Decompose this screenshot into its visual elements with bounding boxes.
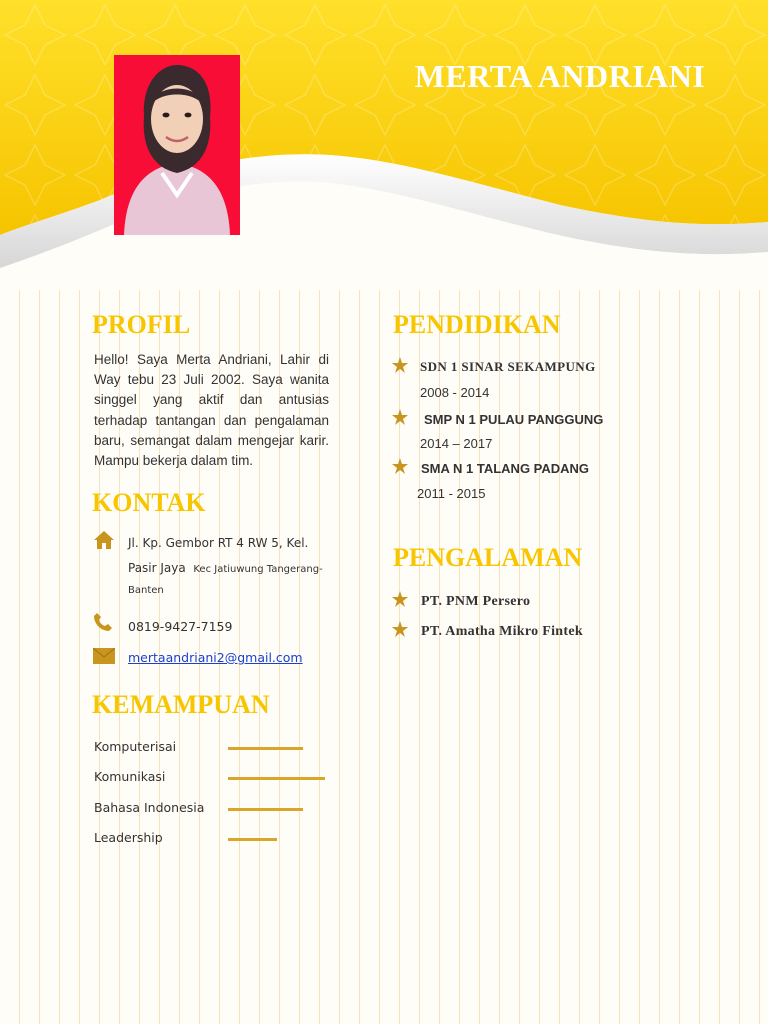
edu-years-2: 2014 – 2017 (420, 436, 493, 451)
star-bullet-icon (392, 409, 408, 425)
skill-label-komputerisai: Komputerisai (94, 739, 177, 754)
address-line-2b: Kec Jatiuwung Tangerang- (193, 564, 323, 575)
email-link[interactable]: mertaandriani2@gmail.com (128, 650, 303, 665)
profil-text: Hello! Saya Merta Andriani, Lahir di Way tebu 23 Juli 2002. Saya wanita singgel yang aktif dan antusias terhadap tantangan dan pengalaman baru, semangat dalam mengejar karir. Mampu bekerja dalam tim. (94, 352, 329, 469)
mail-icon (93, 648, 115, 664)
experience-item-2: PT. Amatha Mikro Fintek (421, 624, 583, 639)
edu-years-3: 2011 - 2015 (417, 486, 486, 501)
skill-bar-komunikasi (228, 777, 325, 780)
phone-icon (93, 612, 113, 632)
experience-item-1: PT. PNM Persero (421, 594, 531, 609)
skill-bar-leadership (228, 838, 277, 841)
skill-label-bahasa-indonesia: Bahasa Indonesia (94, 800, 205, 815)
edu-years-1: 2008 - 2014 (420, 385, 490, 400)
skill-label-komunikasi: Komunikasi (94, 769, 166, 784)
full-name: MERTA ANDRIANI (414, 58, 706, 94)
address-line-1: Jl. Kp. Gembor RT 4 RW 5, Kel. (128, 536, 309, 550)
kontak-title: KONTAK (92, 488, 206, 517)
star-bullet-icon (392, 621, 408, 637)
phone-number: 0819-9427-7159 (128, 619, 233, 634)
edu-school-3: SMA N 1 TALANG PADANG (421, 461, 590, 476)
skill-bar-komputerisai (228, 747, 303, 750)
star-bullet-icon (392, 591, 408, 607)
star-bullet-icon (392, 357, 408, 373)
star-bullet-icon (392, 458, 408, 474)
kemampuan-title: KEMAMPUAN (92, 690, 270, 719)
edu-school-1: SDN 1 SINAR SEKAMPUNG (420, 359, 596, 374)
address-line-3: Banten (128, 585, 164, 596)
portrait-image (114, 55, 240, 235)
edu-school-2: SMP N 1 PULAU PANGGUNG (424, 412, 604, 427)
profil-title: PROFIL (92, 310, 191, 339)
address-line-2 (128, 561, 323, 575)
address-line-2a: Pasir Jaya (128, 561, 186, 575)
skill-bar-bahasa-indonesia (228, 808, 303, 811)
pengalaman-title: PENGALAMAN (393, 543, 583, 572)
pendidikan-title: PENDIDIKAN (393, 310, 561, 339)
home-icon (93, 530, 115, 550)
skill-label-leadership: Leadership (94, 830, 163, 845)
profile-photo (114, 55, 240, 235)
